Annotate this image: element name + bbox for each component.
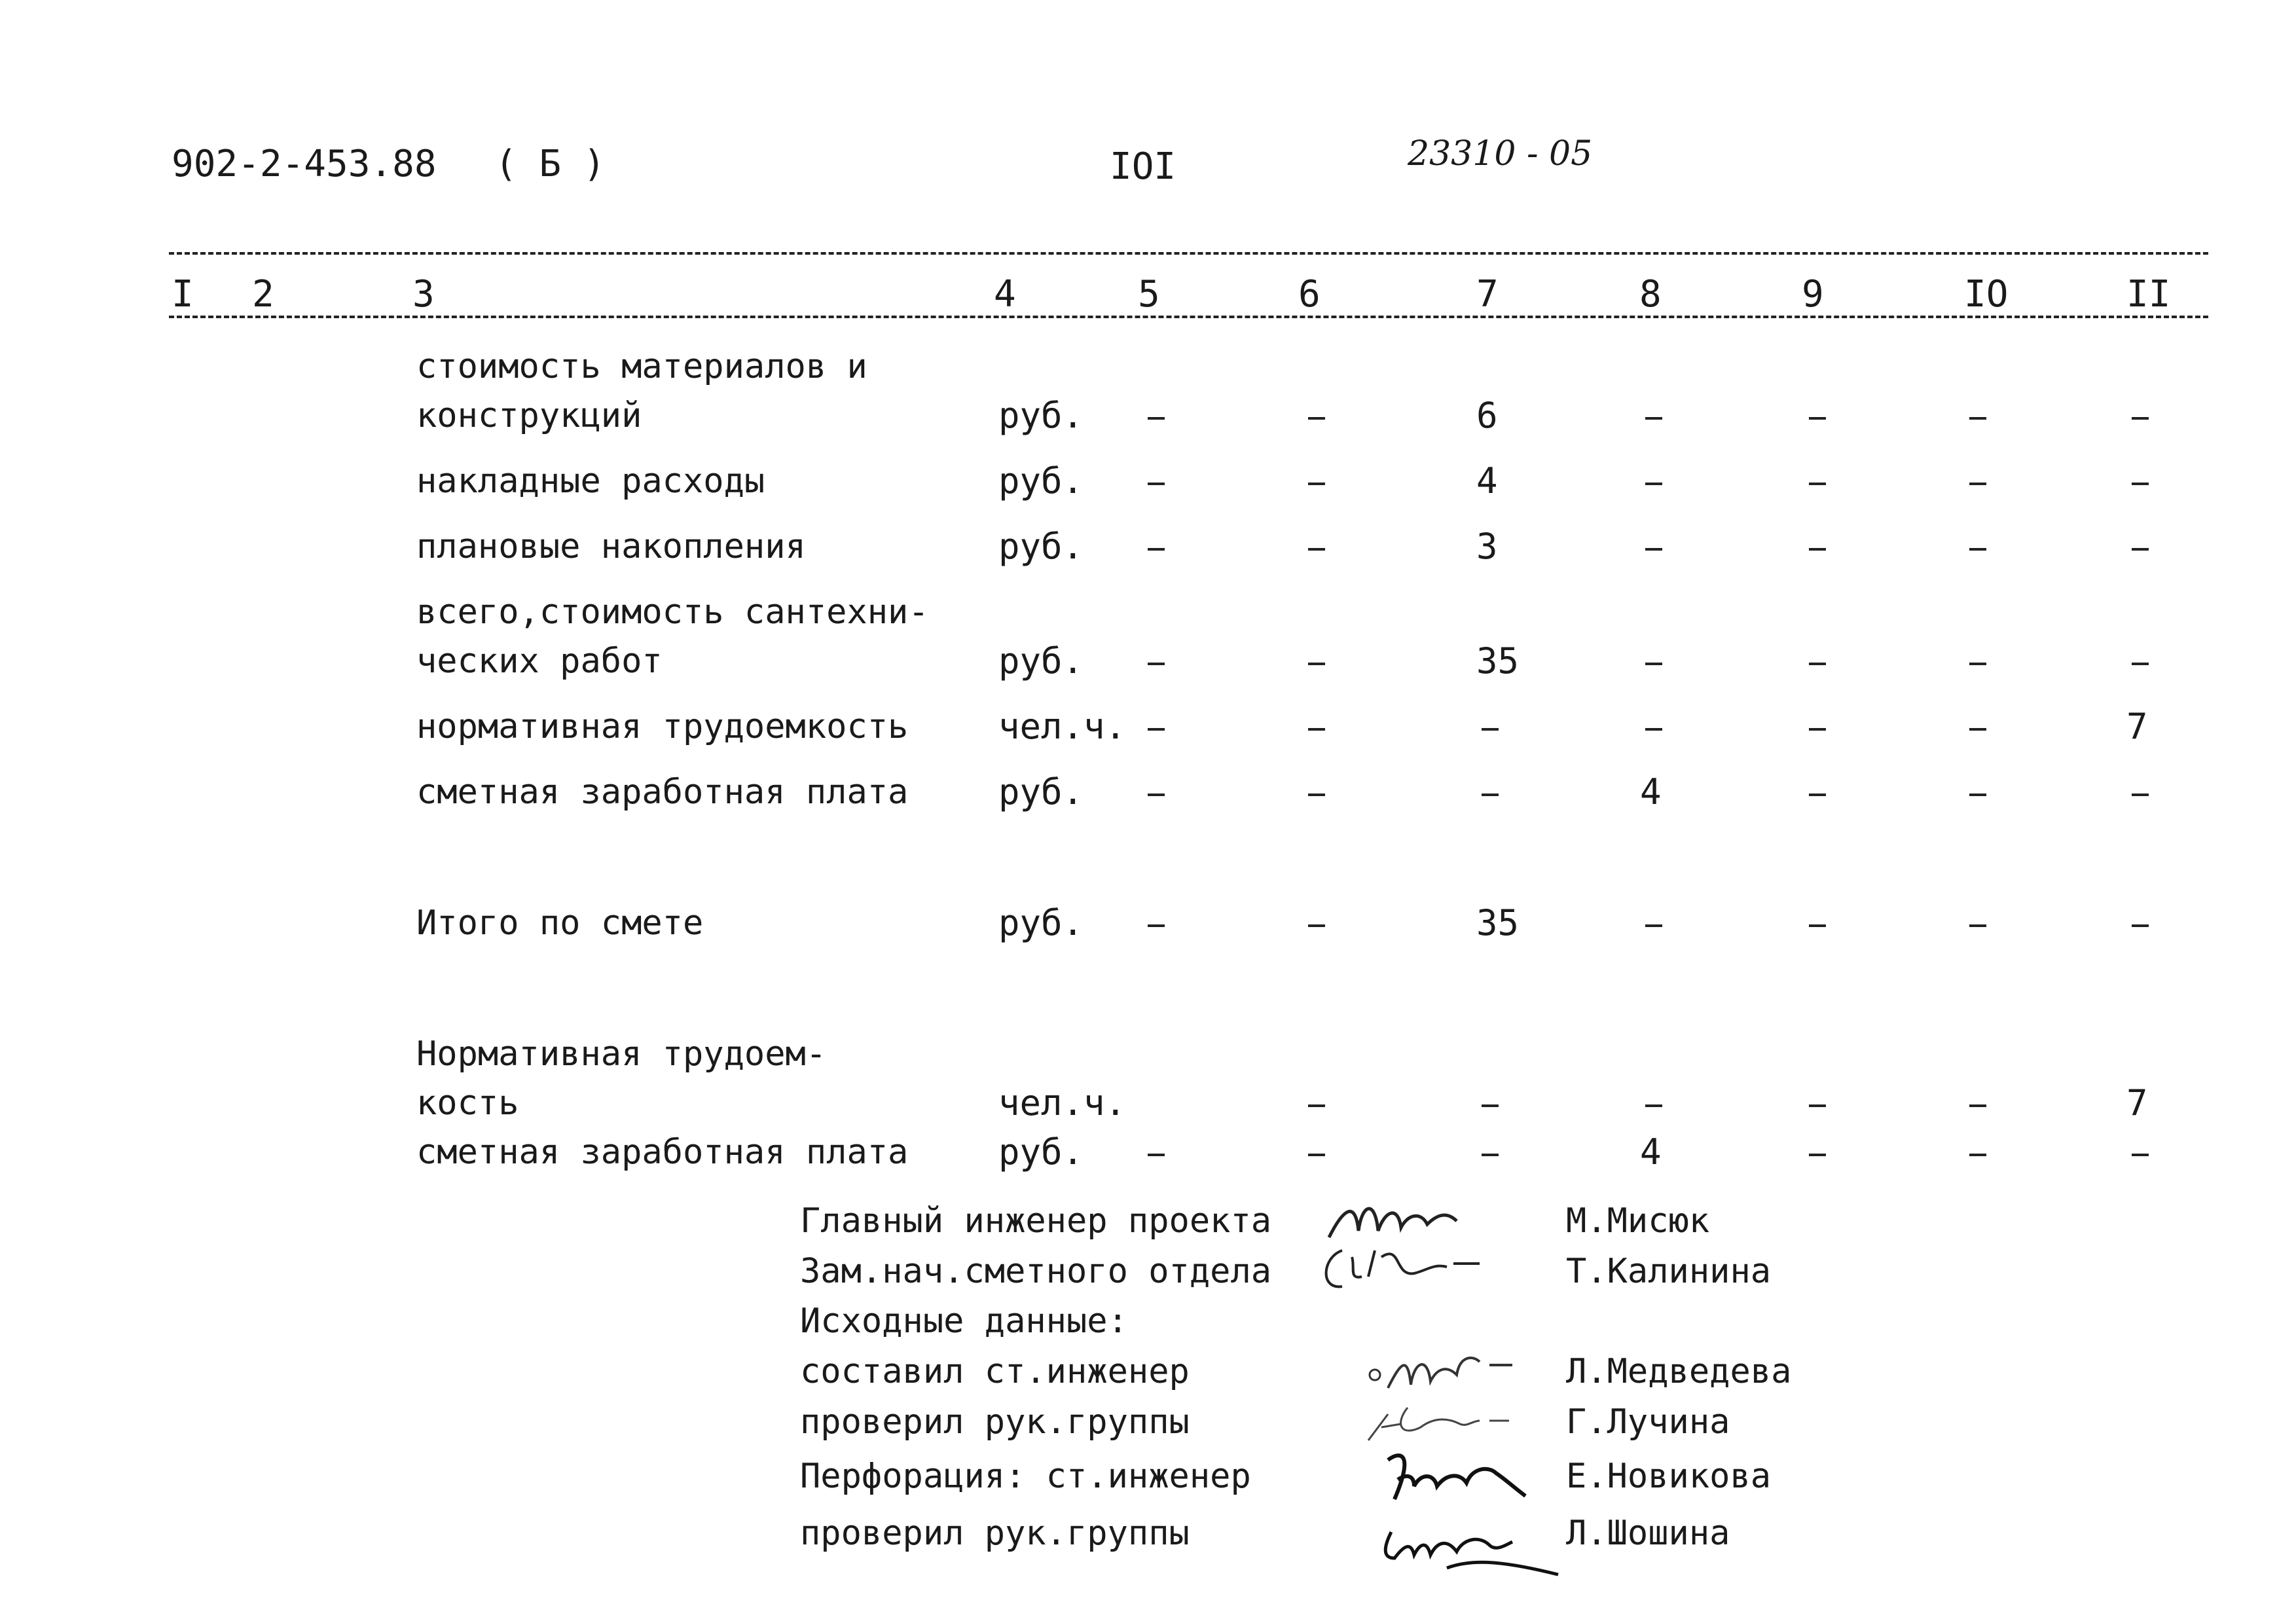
cell-value bbox=[1308, 905, 1330, 946]
page-number: IOI bbox=[1110, 145, 1176, 188]
cell-value bbox=[1645, 463, 1667, 504]
unit-cell: руб. bbox=[998, 460, 1084, 501]
cell-value bbox=[1308, 1085, 1330, 1126]
cell-value: 3 bbox=[1476, 526, 1498, 567]
cell-value bbox=[2132, 528, 2153, 570]
cell-value bbox=[1645, 528, 1667, 570]
cell-value bbox=[1148, 397, 1169, 439]
cell-value bbox=[2132, 774, 2153, 815]
signature-image bbox=[1375, 1440, 1532, 1512]
empty-cell-dash bbox=[1809, 548, 1826, 551]
cell-value: 35 bbox=[1476, 640, 1520, 682]
cell-value bbox=[2132, 397, 2153, 439]
empty-cell-dash bbox=[1482, 1104, 1499, 1107]
cell-value bbox=[1809, 1085, 1831, 1126]
empty-cell-dash bbox=[1482, 793, 1499, 796]
cell-value bbox=[1645, 397, 1667, 439]
cell-value bbox=[1482, 708, 1503, 750]
cell-value bbox=[1148, 1134, 1169, 1175]
empty-cell-dash bbox=[1148, 1154, 1165, 1156]
cell-value bbox=[1645, 708, 1667, 750]
row-label: конструкций bbox=[416, 396, 642, 435]
empty-cell-dash bbox=[1148, 417, 1165, 420]
cell-value bbox=[2132, 643, 2153, 684]
empty-cell-dash bbox=[1148, 793, 1165, 796]
column-number: II bbox=[2126, 273, 2171, 316]
signature-role: проверил рук.группы bbox=[800, 1514, 1190, 1553]
signature-name: Г.Лучина bbox=[1566, 1402, 1730, 1442]
row-label: ческих работ bbox=[416, 642, 663, 681]
empty-cell-dash bbox=[2132, 1154, 2149, 1156]
empty-cell-dash bbox=[1308, 924, 1325, 927]
cell-value bbox=[2132, 1134, 2153, 1175]
signature-role: проверил рук.группы bbox=[800, 1402, 1190, 1442]
column-number: 5 bbox=[1138, 273, 1160, 316]
cell-value: 7 bbox=[2126, 706, 2148, 747]
cell-value bbox=[1969, 643, 1991, 684]
empty-cell-dash bbox=[1809, 483, 1826, 485]
empty-cell-dash bbox=[1969, 483, 1986, 485]
empty-cell-dash bbox=[1969, 728, 1986, 731]
empty-cell-dash bbox=[1969, 1104, 1986, 1107]
column-number: IO bbox=[1964, 273, 2009, 316]
empty-cell-dash bbox=[1482, 728, 1499, 731]
cell-value bbox=[1308, 708, 1330, 750]
unit-cell: чел.ч. bbox=[998, 706, 1127, 747]
empty-cell-dash bbox=[1308, 1154, 1325, 1156]
cell-value bbox=[1809, 774, 1831, 815]
empty-cell-dash bbox=[1148, 728, 1165, 731]
cell-value bbox=[1809, 708, 1831, 750]
row-label: Нормативная трудоем- bbox=[416, 1034, 827, 1074]
empty-cell-dash bbox=[2132, 548, 2149, 551]
empty-cell-dash bbox=[1308, 548, 1325, 551]
signature-role: составил ст.инженер bbox=[800, 1352, 1190, 1391]
cell-value bbox=[1969, 1085, 1991, 1126]
cell-value: 35 bbox=[1476, 902, 1520, 943]
inventory-number: 23310 - 05 bbox=[1408, 134, 1593, 173]
column-number: 3 bbox=[412, 273, 435, 316]
empty-cell-dash bbox=[1969, 1154, 1986, 1156]
cell-value bbox=[1645, 643, 1667, 684]
empty-cell-dash bbox=[2132, 483, 2149, 485]
cell-value bbox=[1148, 905, 1169, 946]
signature-role: Главный инженер проекта bbox=[800, 1201, 1272, 1241]
cell-value bbox=[1969, 528, 1991, 570]
cell-value bbox=[1148, 528, 1169, 570]
cell-value bbox=[1969, 905, 1991, 946]
row-label: сметная заработная плата bbox=[416, 1133, 909, 1172]
cell-value bbox=[1809, 1134, 1831, 1175]
empty-cell-dash bbox=[1809, 728, 1826, 731]
empty-cell-dash bbox=[1809, 663, 1826, 665]
cell-value bbox=[1482, 1134, 1503, 1175]
column-number: 7 bbox=[1476, 273, 1499, 316]
cell-value bbox=[1308, 643, 1330, 684]
row-label: накладные расходы bbox=[416, 462, 765, 501]
empty-cell-dash bbox=[2132, 417, 2149, 420]
sheet-mark: ( Б ) bbox=[495, 143, 606, 185]
signature-image bbox=[1362, 1388, 1519, 1447]
empty-cell-dash bbox=[1645, 1104, 1662, 1107]
cell-value bbox=[1969, 708, 1991, 750]
empty-cell-dash bbox=[1969, 924, 1986, 927]
column-number: 6 bbox=[1298, 273, 1321, 316]
header-separator-bottom bbox=[169, 316, 2208, 318]
cell-value bbox=[1148, 708, 1169, 750]
empty-cell-dash bbox=[1308, 483, 1325, 485]
cell-value bbox=[1308, 528, 1330, 570]
empty-cell-dash bbox=[1148, 924, 1165, 927]
unit-cell: руб. bbox=[998, 640, 1084, 682]
cell-value bbox=[1308, 397, 1330, 439]
empty-cell-dash bbox=[1308, 417, 1325, 420]
empty-cell-dash bbox=[1809, 417, 1826, 420]
signature-role: Зам.нач.сметного отдела bbox=[800, 1252, 1272, 1291]
row-label: сметная заработная плата bbox=[416, 773, 909, 812]
cell-value: 4 bbox=[1640, 1131, 1662, 1173]
empty-cell-dash bbox=[1969, 417, 1986, 420]
empty-cell-dash bbox=[1809, 793, 1826, 796]
column-number: I bbox=[172, 273, 194, 316]
cell-value bbox=[1969, 774, 1991, 815]
unit-cell: руб. bbox=[998, 902, 1084, 943]
row-label: всего,стоимость сантехни- bbox=[416, 593, 929, 632]
unit-cell: руб. bbox=[998, 526, 1084, 567]
empty-cell-dash bbox=[1809, 1154, 1826, 1156]
cell-value bbox=[1148, 463, 1169, 504]
signature-name: Л.Шошина bbox=[1566, 1514, 1730, 1553]
column-number: 9 bbox=[1802, 273, 1824, 316]
row-label: плановые накопления bbox=[416, 527, 806, 566]
signature-name: М.Мисюк bbox=[1566, 1201, 1710, 1241]
cell-value: 4 bbox=[1640, 771, 1662, 812]
empty-cell-dash bbox=[1148, 548, 1165, 551]
column-number: 2 bbox=[252, 273, 274, 316]
cell-value bbox=[1969, 397, 1991, 439]
column-number: 4 bbox=[994, 273, 1016, 316]
empty-cell-dash bbox=[1308, 663, 1325, 665]
empty-cell-dash bbox=[1645, 483, 1662, 485]
cell-value bbox=[1482, 774, 1503, 815]
empty-cell-dash bbox=[1645, 548, 1662, 551]
document-code: 902-2-453.88 bbox=[172, 143, 437, 185]
cell-value bbox=[1308, 774, 1330, 815]
cell-value: 7 bbox=[2126, 1082, 2148, 1123]
cell-value: 6 bbox=[1476, 395, 1498, 436]
unit-cell: руб. bbox=[998, 771, 1084, 812]
empty-cell-dash bbox=[1148, 663, 1165, 665]
signature-role: Перфорация: ст.инженер bbox=[800, 1457, 1251, 1496]
empty-cell-dash bbox=[1148, 483, 1165, 485]
cell-value bbox=[1148, 774, 1169, 815]
signature-name: Л.Медведева bbox=[1566, 1352, 1792, 1391]
cell-value bbox=[1809, 397, 1831, 439]
signature-image bbox=[1316, 1231, 1499, 1303]
signature-name: Е.Новикова bbox=[1566, 1457, 1772, 1496]
empty-cell-dash bbox=[1969, 548, 1986, 551]
cell-value bbox=[1482, 1085, 1503, 1126]
empty-cell-dash bbox=[1809, 924, 1826, 927]
cell-value bbox=[1969, 463, 1991, 504]
empty-cell-dash bbox=[2132, 793, 2149, 796]
cell-value bbox=[1969, 1134, 1991, 1175]
empty-cell-dash bbox=[1645, 663, 1662, 665]
row-label: нормативная трудоемкость bbox=[416, 707, 909, 746]
unit-cell: чел.ч. bbox=[998, 1082, 1127, 1123]
row-label: стоимость материалов и bbox=[416, 347, 867, 386]
empty-cell-dash bbox=[1809, 1104, 1826, 1107]
empty-cell-dash bbox=[1308, 1104, 1325, 1107]
empty-cell-dash bbox=[1969, 793, 1986, 796]
empty-cell-dash bbox=[1645, 924, 1662, 927]
cell-value bbox=[1308, 1134, 1330, 1175]
empty-cell-dash bbox=[1645, 728, 1662, 731]
unit-cell: руб. bbox=[998, 395, 1084, 436]
cell-value bbox=[1645, 905, 1667, 946]
row-label: кость bbox=[416, 1084, 519, 1123]
cell-value bbox=[2132, 463, 2153, 504]
empty-cell-dash bbox=[1969, 663, 1986, 665]
empty-cell-dash bbox=[2132, 924, 2149, 927]
cell-value bbox=[2132, 905, 2153, 946]
signature-role: Исходные данные: bbox=[800, 1302, 1128, 1341]
cell-value bbox=[1809, 643, 1831, 684]
cell-value bbox=[1148, 643, 1169, 684]
cell-value bbox=[1809, 528, 1831, 570]
signature-name: Т.Калинина bbox=[1566, 1252, 1772, 1291]
empty-cell-dash bbox=[1645, 417, 1662, 420]
header-separator-top bbox=[169, 252, 2208, 255]
empty-cell-dash bbox=[2132, 663, 2149, 665]
column-number: 8 bbox=[1639, 273, 1662, 316]
cell-value: 4 bbox=[1476, 460, 1498, 501]
cell-value bbox=[1809, 905, 1831, 946]
row-label: Итого по смете bbox=[416, 903, 704, 943]
cell-value bbox=[1308, 463, 1330, 504]
empty-cell-dash bbox=[1308, 728, 1325, 731]
cell-value bbox=[1809, 463, 1831, 504]
cell-value bbox=[1645, 1085, 1667, 1126]
empty-cell-dash bbox=[1482, 1154, 1499, 1156]
empty-cell-dash bbox=[1308, 793, 1325, 796]
unit-cell: руб. bbox=[998, 1131, 1084, 1173]
signature-image bbox=[1375, 1506, 1565, 1584]
